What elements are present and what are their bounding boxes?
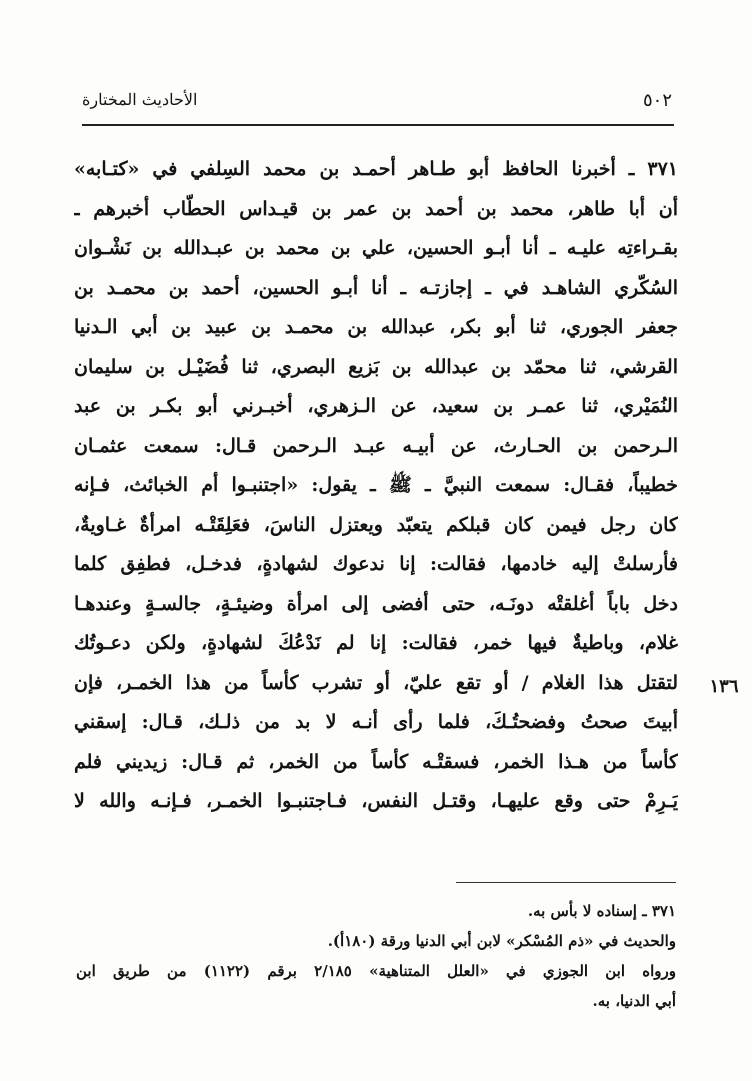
text-line: الـرحمن بن الحـارث، عن أبيـه عبـد الـرحمن قـال: سمعت عثمـان xyxy=(74,434,678,457)
text-line: القرشي، ثنا محمّد بن عبدالله بن بَزيع البصري، ثنا فُضَيْـل بن سليمان xyxy=(74,355,678,378)
text-line: بقـراءتِه عليـه ـ أنا أبـو الحسين، علي بن محمد بن عبـدالله بن نَشْـوان xyxy=(74,237,678,259)
footnote-line: ٣٧١ ـ إسناده لا بأس به. xyxy=(527,902,676,920)
text-line: كان رجل فيمن كان قبلكم يتعبّد ويعتزل الناسَ، فعَلِقَتْـه امرأةٌ غـاويةٌ، xyxy=(74,513,678,536)
text-line: دخل باباً أغلقتْه دونَـه، حتى أفضى إلى امرأة وضيئـةٍ، جالسـةٍ وعندهـا xyxy=(74,592,678,615)
text-line: خطيباً، فقـال: سمعت النبيَّ ـ ﷺ ـ يقول: «اجتنبـوا أم الخبائث، فـإنه xyxy=(74,474,678,496)
text-line: أن أبا طاهر، محمد بن أحمد بن عمر بن قيـداس الحطّاب أخبرهم ـ xyxy=(74,197,678,220)
footnote-line: والحديث في «ذم المُسْكر» لابن أبي الدنيا ورقة (١٨٠أ). xyxy=(327,932,676,950)
footnote-line: ورواه ابن الجوزي في «العلل المتناهية» ٢/١٨٥ برقم (١١٢٢) من طريق ابن xyxy=(76,962,676,980)
footnotes xyxy=(76,896,676,1016)
text-line: كأساً من هـذا الخمر، فسقتْـه كأساً من الخمر، ثم قـال: زيديني فلم xyxy=(74,750,678,773)
text-line: السُكّري الشاهـد في ـ إجازتـه ـ أنا أبـو الحسين، أحمد بن محمـد بن xyxy=(74,276,678,299)
page-number: ٥٠٢ xyxy=(642,90,672,111)
text-line: ٣٧١ ـ أخبرنا الحافظ أبو طـاهر أحمـد بن محمد السِلفي في «كتـابه» xyxy=(74,158,678,180)
running-title: الأحاديث المختارة xyxy=(82,90,198,109)
text-line: جعفر الجوري، ثنا أبو بكر، عبدالله بن محمـد بن عبيد بن أبي الـدنيا xyxy=(74,316,678,338)
header-rule xyxy=(82,124,674,126)
text-line: غلام، وباطيةٌ فيها خمر، فقالت: إنا لم نَدْعُكَ لشهادةٍ، ولكن دعـوتُك xyxy=(74,632,678,654)
text-line: النُمَيْري، ثنا عمـر بن سعيد، عن الـزهري، أخبـرني أبو بكـر بن عبد xyxy=(74,395,678,417)
main-text xyxy=(74,150,678,822)
text-line: فأرسلتْ إليه خادمها، فقالت: إنا ندعوك لشهادةٍ، فدخـل، فطفِق كلما xyxy=(74,553,678,575)
text-line: لتقتل هذا الغلام / أو تقع عليّ، أو تشرب كأساً من هذا الخمـر، فإن xyxy=(74,671,678,694)
text-line: يَـرِمْ حتى وقع عليهـا، وقتـل النفس، فـاجتنبـوا الخمـر، فـإنـه والله لا xyxy=(74,790,678,812)
margin-page-reference: ١٣٦ xyxy=(709,676,739,697)
text-line: أبيتَ صحتُ وفضحتُـكَ، فلما رأى أنـه لا بد من ذلـك، قـال: إسقني xyxy=(74,711,678,733)
footnote-rule xyxy=(456,882,676,883)
footnote-line: أبي الدنيا، به. xyxy=(592,992,676,1010)
page-header xyxy=(82,86,672,116)
